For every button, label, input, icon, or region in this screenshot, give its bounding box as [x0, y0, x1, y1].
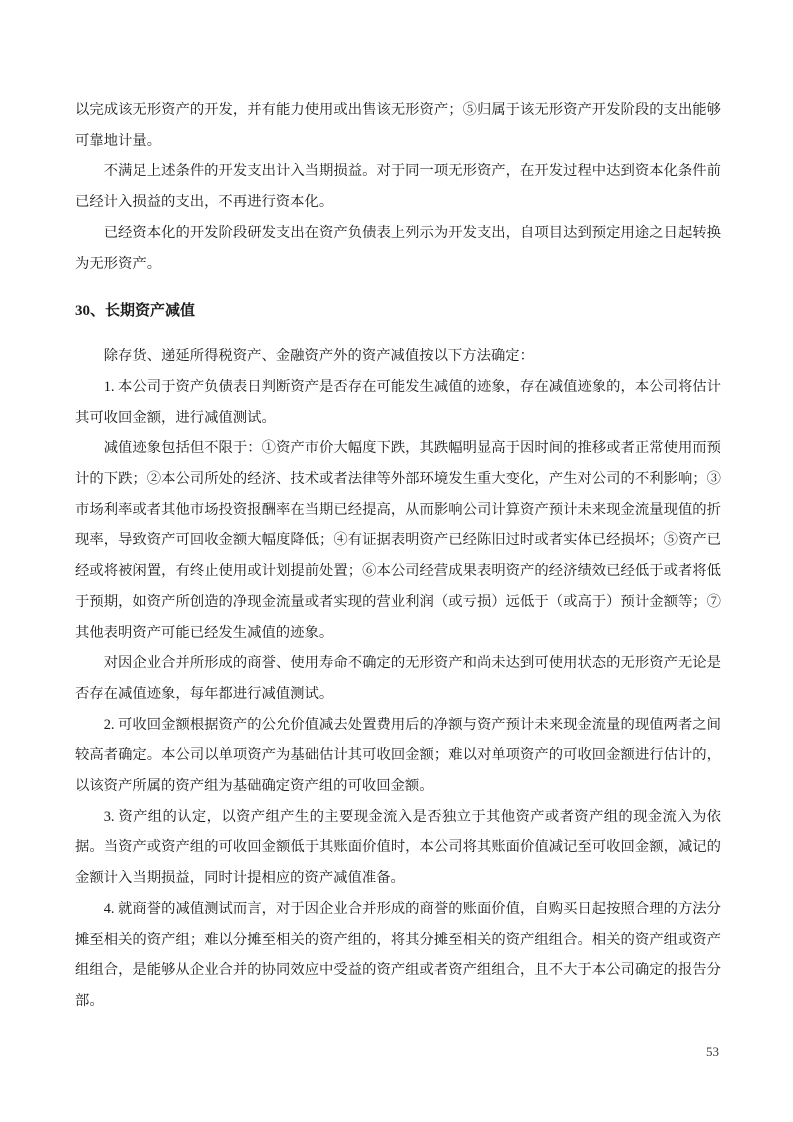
- paragraph-goodwill-annual-test: 对因企业合并所形成的商誉、使用寿命不确定的无形资产和尚未达到可使用状态的无形资产无论是否存在减值迹象，每年都进行减值测试。: [75, 655, 721, 702]
- paragraph-impairment-item-2: 2. 可收回金额根据资产的公允价值减去处置费用后的净额与资产预计未来现金流量的现值两者之间较高者确定。本公司以单项资产为基础估计其可收回金额；难以对单项资产的可收回金额进行估计的，以该资产所属的资产组为基础确定资产组的可收回金额。: [75, 716, 721, 795]
- paragraph-impairment-method-intro: 除存货、递延所得税资产、金融资产外的资产减值按以下方法确定：: [103, 348, 534, 365]
- paragraph-impairment-indicators: 减值迹象包括但不限于：①资产市价大幅度下跌，其跌幅明显高于因时间的推移或者正常使用而预计的下跌；②本公司所处的经济、技术或者法律等外部环境发生重大变化，产生对公司的不利影响；③市场利率或者其他市场投资报酬率在当期已经提高，从而影响公司计算资产预计未来现金流量现值的折现率，导致资产可回收金额大幅度降低；④有证据表明资产已经陈旧过时或者实体已经损坏；⑤资产已经或将被闲置，有终止使用或计划提前处置；⑥本公司经营成果表明资产的经济绩效已经低于或者将低于预期，如资产所创造的净现金流量或者实现的营业利润（或亏损）远低于（或高于）预计金额等；⑦其他表明资产可能已经发生减值的迹象。: [75, 440, 721, 641]
- paragraph-impairment-item-1: 1. 本公司于资产负债表日判断资产是否存在可能发生减值的迹象，存在减值迹象的，本公司将估计其可收回金额，进行减值测试。: [75, 378, 721, 426]
- paragraph-impairment-item-4: 4. 就商誉的减值测试而言，对于因企业合并形成的商誉的账面价值，自购买日起按照合理的方法分摊至相关的资产组；难以分摊至相关的资产组的，将其分摊至相关的资产组组合。相关的资产组或资产组组合，是能够从企业合并的协同效应中受益的资产组或者资产组组合，且不大于本公司确定的报告分部。: [75, 900, 721, 1009]
- paragraph-expensed-development: 不满足上述条件的开发支出计入当期损益。对于同一项无形资产，在开发过程中达到资本化条件前已经计入损益的支出，不再进行资本化。: [75, 163, 721, 211]
- document-content: [75, 95, 721, 1017]
- page-number: 53: [706, 1044, 719, 1059]
- paragraph-intangible-dev-criteria-continuation: 以完成该无形资产的开发，并有能力使用或出售该无形资产；⑤归属于该无形资产开发阶段的支出能够可靠地计量。: [75, 102, 721, 149]
- paragraph-impairment-item-3: 3. 资产组的认定，以资产组产生的主要现金流入是否独立于其他资产或者资产组的现金流入为依据。当资产或资产组的可收回金额低于其账面价值时，本公司将其账面价值减记至可收回金额，减记的金额计入当期损益，同时计提相应的资产减值准备。: [75, 808, 721, 887]
- section-heading-long-term-asset-impairment: 30、长期资产减值: [75, 303, 196, 320]
- paragraph-capitalized-development-presentation: 已经资本化的开发阶段研发支出在资产负债表上列示为开发支出，自项目达到预定用途之日起转换为无形资产。: [75, 224, 721, 272]
